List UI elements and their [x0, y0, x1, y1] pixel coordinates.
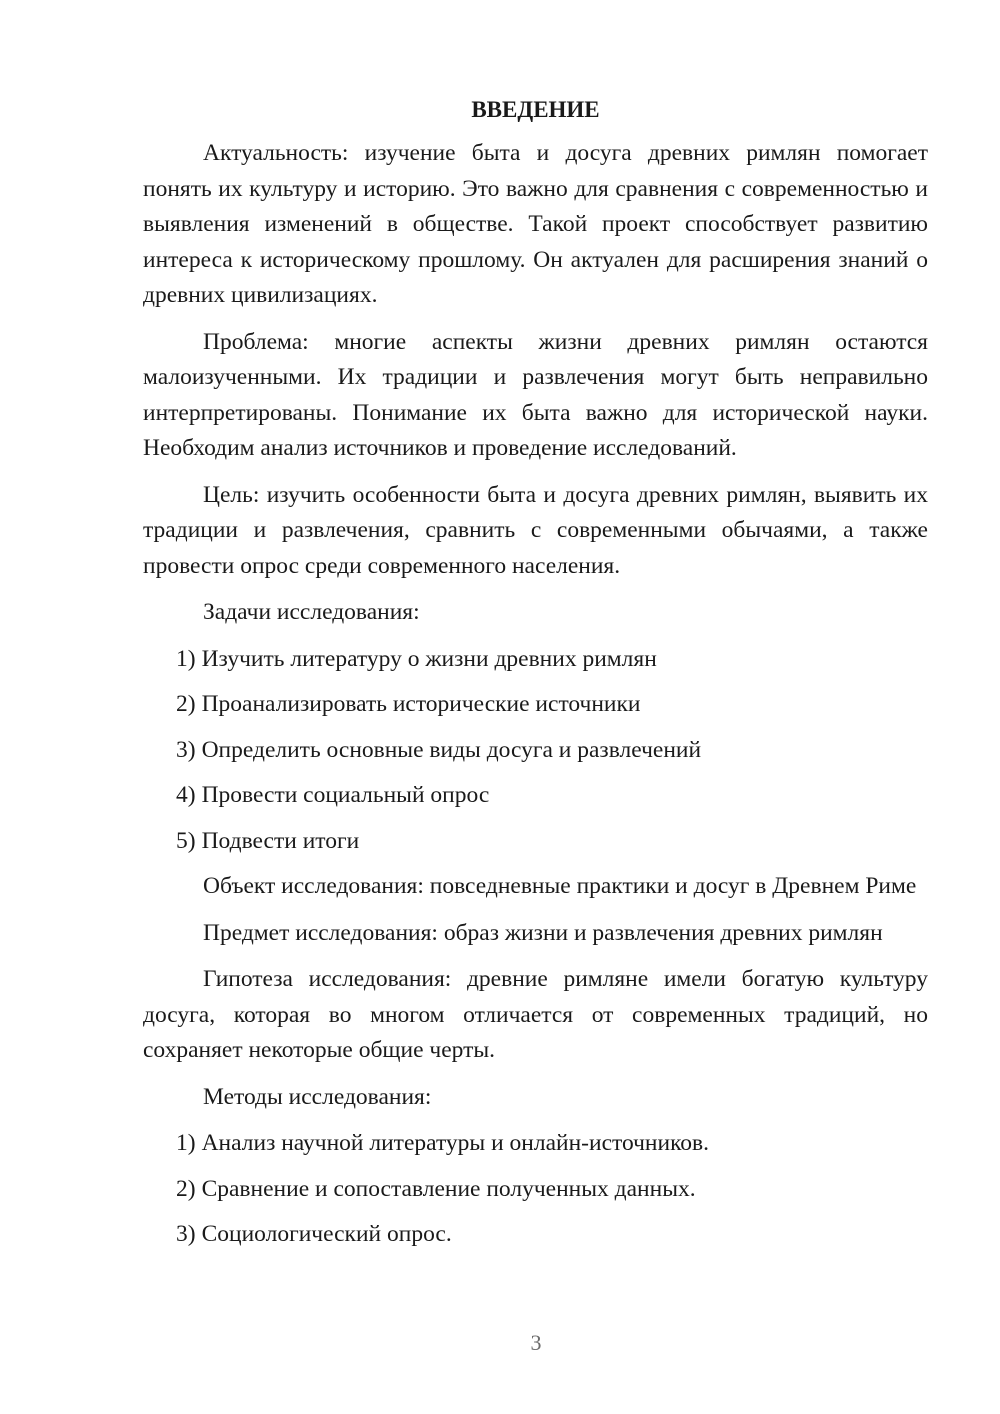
tasks-list	[143, 642, 928, 860]
document-body	[143, 92, 928, 1263]
task-number: 4)	[176, 782, 196, 808]
task-text: Изучить литературу о жизни древних римлян	[201, 645, 657, 672]
method-number: 2)	[176, 1175, 196, 1202]
task-number: 3)	[176, 736, 196, 763]
method-text: Социологический опрос.	[201, 1221, 452, 1247]
tasks-heading: Задачи исследования:	[203, 599, 420, 625]
object-paragraph: Объект исследования: повседневные практики и досуг в Древнем Риме	[203, 873, 917, 899]
page-number: 3	[530, 1330, 542, 1355]
task-item	[143, 733, 928, 769]
task-number: 2)	[176, 691, 196, 717]
task-text: Определить основные виды досуга и развлечений	[201, 736, 702, 763]
task-number: 1)	[176, 645, 196, 672]
subject-paragraph: Предмет исследования: образ жизни и развлечения древних римлян	[203, 919, 883, 946]
task-text: Провести социальный опрос	[201, 782, 490, 808]
methods-heading: Методы исследования:	[203, 1083, 432, 1110]
task-number: 5)	[176, 827, 196, 854]
task-item	[143, 687, 928, 723]
task-text: Подвести итоги	[201, 827, 360, 854]
task-item	[143, 824, 928, 860]
method-item	[143, 1172, 928, 1208]
method-text: Сравнение и сопоставление полученных данных.	[201, 1175, 696, 1202]
method-number: 3)	[176, 1221, 196, 1247]
page-title: ВВЕДЕНИЕ	[471, 97, 600, 122]
problem-paragraph: Проблема: многие аспекты жизни древних римлян остаются малоизученными. Их традиции и развлечения могут быть неправильно интерпретированы. Понимание их быта важно для исторической науки. Необходим анализ источников и проведение исследований.	[143, 328, 928, 461]
relevance-paragraph: Актуальность: изучение быта и досуга древних римлян помогает понять их культуру и историю. Это важно для сравнения с современностью и выявления изменений в обществе. Такой проект способствует развитию интереса к историческому прошлому. Он актуален для расширения знаний о древних цивилизациях.	[143, 140, 928, 308]
task-text: Проанализировать исторические источники	[201, 691, 641, 717]
method-text: Анализ научной литературы и онлайн-источников.	[201, 1130, 710, 1156]
method-item	[143, 1217, 928, 1253]
method-item	[143, 1126, 928, 1162]
methods-list	[143, 1126, 928, 1253]
method-number: 1)	[176, 1130, 196, 1156]
hypothesis-paragraph: Гипотеза исследования: древние римляне имели богатую культуру досуга, которая во многом отличается от современных традиций, но сохраняет некоторые общие черты.	[143, 966, 928, 1063]
goal-paragraph: Цель: изучить особенности быта и досуга древних римлян, выявить их традиции и развлечения, сравнить с современными обычаями, а также провести опрос среди современного населения.	[143, 481, 928, 579]
task-item	[143, 642, 928, 678]
task-item	[143, 778, 928, 814]
